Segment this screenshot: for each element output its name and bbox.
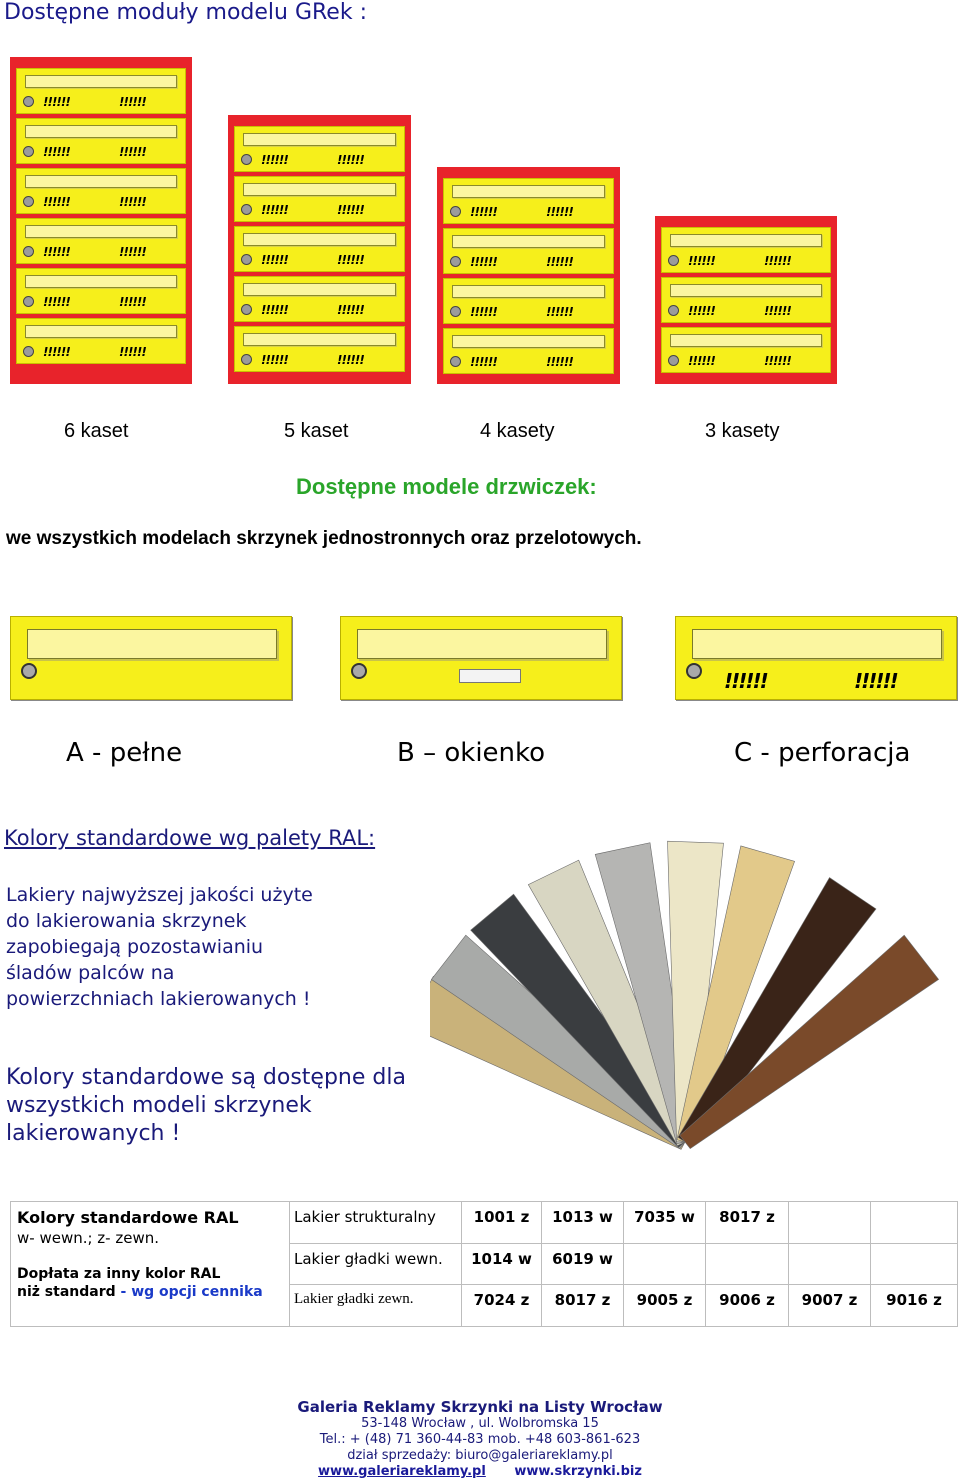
lock-icon xyxy=(450,306,461,317)
letter-slot xyxy=(243,283,396,296)
cassette xyxy=(16,168,186,214)
perforation-mark: !!!!!! xyxy=(43,245,70,259)
perforation-mark: !!!!!! xyxy=(119,145,146,159)
door-model-full xyxy=(10,616,292,700)
cassette xyxy=(443,278,614,324)
perforation-mark: !!!!!! xyxy=(764,304,791,318)
page-title: Dostępne moduły modelu GRek : xyxy=(4,0,367,25)
letter-slot xyxy=(452,285,605,298)
letter-slot xyxy=(670,284,822,297)
lock-icon xyxy=(686,663,702,679)
perforation-mark: !!!!!! xyxy=(724,669,767,693)
surcharge-text-c: wg opcji cennika xyxy=(131,1284,263,1300)
perforation-mark: !!!!!! xyxy=(337,253,364,267)
perforation-mark: !!!!!! xyxy=(470,355,497,369)
ral-description: Lakiery najwyższej jakości użyte do lakierowania skrzynek zapobiegają pozostawianiu śladów palców na powierzchniach lakierowanych ! xyxy=(6,884,313,1010)
footer-sales-email: dział sprzedaży: biuro@galeriareklamy.pl xyxy=(347,1448,613,1463)
ral-table-info xyxy=(11,1202,290,1327)
cassette xyxy=(16,118,186,164)
cassette xyxy=(661,227,831,273)
ral-code xyxy=(789,1202,871,1244)
unit-label-6: 6 kaset xyxy=(64,420,129,442)
perforation-mark: !!!!!! xyxy=(688,304,715,318)
lock-icon xyxy=(23,196,34,207)
cassette xyxy=(234,226,405,272)
perforation-mark: !!!!!! xyxy=(119,295,146,309)
lock-icon xyxy=(21,663,37,679)
letter-slot xyxy=(25,175,177,188)
letter-slot xyxy=(670,334,822,347)
ral-color-table xyxy=(10,1201,958,1327)
ral-code: 9005 z xyxy=(624,1285,706,1327)
ral-code: 6019 w xyxy=(542,1243,624,1285)
ral-color-fan-image xyxy=(430,820,955,1160)
lock-icon xyxy=(351,663,367,679)
row-label: Lakier strukturalny xyxy=(290,1202,462,1244)
cassette xyxy=(234,126,405,172)
lock-icon xyxy=(668,255,679,266)
cassette xyxy=(16,218,186,264)
perforation-mark: !!!!!! xyxy=(546,205,573,219)
letter-slot xyxy=(25,325,177,338)
lock-icon xyxy=(450,206,461,217)
ral-code xyxy=(624,1243,706,1285)
lock-icon xyxy=(23,246,34,257)
surcharge-text-b: niż standard xyxy=(17,1284,116,1300)
cassette-stack xyxy=(16,64,186,377)
door-label-a: A - pełne xyxy=(66,738,183,768)
cassette xyxy=(16,68,186,114)
cassette xyxy=(234,326,405,372)
perforation-mark: !!!!!! xyxy=(261,303,288,317)
surcharge-text-a: Dopłata za inny kolor RAL xyxy=(17,1266,221,1282)
perforation-mark: !!!!!! xyxy=(688,354,715,368)
door-model-perforation xyxy=(675,616,957,700)
mailbox-module-6 xyxy=(10,57,192,384)
lock-icon xyxy=(241,154,252,165)
letter-slot xyxy=(25,275,177,288)
door-label-b: B – okienko xyxy=(397,738,546,768)
ral-code: 9006 z xyxy=(706,1285,789,1327)
door-model-window xyxy=(340,616,622,700)
lock-icon xyxy=(23,346,34,357)
cassette xyxy=(661,327,831,373)
perforation-mark: !!!!!! xyxy=(119,345,146,359)
lock-icon xyxy=(23,96,34,107)
perforation-mark: !!!!!! xyxy=(261,153,288,167)
letter-slot xyxy=(452,185,605,198)
doors-subheading: we wszystkich modelach skrzynek jednostronnych oraz przelotowych. xyxy=(6,528,642,549)
letter-slot xyxy=(243,183,396,196)
lock-icon xyxy=(450,356,461,367)
ral-table-header: Kolory standardowe RAL xyxy=(17,1208,239,1227)
ral-code xyxy=(706,1243,789,1285)
perforation-mark: !!!!!! xyxy=(470,205,497,219)
cassette-stack xyxy=(443,174,614,377)
mailbox-module-4 xyxy=(437,167,620,384)
letter-slot xyxy=(452,235,605,248)
ral-code: 7024 z xyxy=(462,1285,542,1327)
cassette-stack xyxy=(234,122,405,377)
footer-address: 53-148 Wrocław , ul. Wolbromska 15 xyxy=(361,1416,599,1431)
row-label: Lakier gładki wewn. xyxy=(290,1243,462,1285)
letter-slot xyxy=(670,234,822,247)
perforation-mark: !!!!!! xyxy=(43,145,70,159)
door-label-c: C - perforacja xyxy=(734,738,911,768)
row-label: Lakier gładki zewn. xyxy=(290,1285,462,1327)
mailbox-module-5 xyxy=(228,115,411,384)
ral-code: 8017 z xyxy=(542,1285,624,1327)
cassette xyxy=(234,176,405,222)
perforation-mark: !!!!!! xyxy=(261,253,288,267)
letter-slot xyxy=(243,233,396,246)
perforation-mark: !!!!!! xyxy=(764,354,791,368)
letter-slot xyxy=(25,75,177,88)
perforation-mark: !!!!!! xyxy=(43,345,70,359)
letter-slot xyxy=(243,333,396,346)
window-opening xyxy=(459,669,521,683)
cassette xyxy=(443,228,614,274)
letter-slot xyxy=(243,133,396,146)
ral-availability-note: Kolory standardowe są dostępne dla wszystkich modeli skrzynek lakierowanych ! xyxy=(6,1065,406,1146)
perforation-mark: !!!!!! xyxy=(546,305,573,319)
lock-icon xyxy=(241,204,252,215)
cassette xyxy=(443,178,614,224)
cassette-stack xyxy=(661,223,831,377)
perforation-mark: !!!!!! xyxy=(43,95,70,109)
cassette xyxy=(234,276,405,322)
footer-company: Galeria Reklamy Skrzynki na Listy Wrocław xyxy=(297,1398,663,1416)
footer-link-galeriareklamy[interactable]: www.galeriareklamy.pl xyxy=(318,1464,486,1479)
ral-code: 1013 w xyxy=(542,1202,624,1244)
perforation-mark: !!!!!! xyxy=(119,245,146,259)
ral-code xyxy=(871,1202,958,1244)
ral-table-legend: w- wewn.; z- zewn. xyxy=(17,1229,160,1247)
lock-icon xyxy=(668,355,679,366)
cassette xyxy=(661,277,831,323)
ral-code xyxy=(871,1243,958,1285)
footer-link-skrzynki[interactable]: www.skrzynki.biz xyxy=(514,1464,642,1479)
perforation-mark: !!!!!! xyxy=(546,355,573,369)
letter-slot xyxy=(452,335,605,348)
footer-phone: Tel.: + (48) 71 360-44-83 mob. +48 603-861-623 xyxy=(319,1432,641,1447)
lock-icon xyxy=(23,146,34,157)
lock-icon xyxy=(668,305,679,316)
cassette xyxy=(443,328,614,374)
perforation-mark: !!!!!! xyxy=(337,153,364,167)
letter-slot xyxy=(25,225,177,238)
surcharge-note xyxy=(17,1265,283,1301)
perforation-mark: !!!!!! xyxy=(119,195,146,209)
lock-icon xyxy=(241,254,252,265)
lock-icon xyxy=(23,296,34,307)
unit-label-5: 5 kaset xyxy=(284,420,349,442)
doors-heading: Dostępne modele drzwiczek: xyxy=(296,474,597,499)
perforation-mark: !!!!!! xyxy=(337,203,364,217)
perforation-mark: !!!!!! xyxy=(470,305,497,319)
unit-label-3: 3 kasety xyxy=(705,420,780,442)
ral-code: 9016 z xyxy=(871,1285,958,1327)
perforation-mark: !!!!!! xyxy=(337,303,364,317)
ral-code: 1001 z xyxy=(462,1202,542,1244)
perforation-mark: !!!!!! xyxy=(470,255,497,269)
perforation-mark: !!!!!! xyxy=(261,203,288,217)
perforation-mark: !!!!!! xyxy=(546,255,573,269)
ral-heading: Kolory standardowe wg palety RAL: xyxy=(4,826,376,850)
ral-code xyxy=(789,1243,871,1285)
perforation-mark: !!!!!! xyxy=(854,669,897,693)
mailbox-module-3 xyxy=(655,216,837,384)
perforation-mark: !!!!!! xyxy=(119,95,146,109)
surcharge-dash: - xyxy=(120,1284,127,1300)
letter-slot xyxy=(27,629,277,659)
cassette xyxy=(16,268,186,314)
letter-slot xyxy=(357,629,607,659)
perforation-mark: !!!!!! xyxy=(43,295,70,309)
lock-icon xyxy=(241,354,252,365)
lock-icon xyxy=(241,304,252,315)
unit-label-4: 4 kasety xyxy=(480,420,555,442)
perforation-mark: !!!!!! xyxy=(764,254,791,268)
cassette xyxy=(16,318,186,364)
footer xyxy=(0,1398,960,1479)
perforation-mark: !!!!!! xyxy=(337,353,364,367)
lock-icon xyxy=(450,256,461,267)
ral-code: 1014 w xyxy=(462,1243,542,1285)
letter-slot xyxy=(25,125,177,138)
perforation-mark: !!!!!! xyxy=(688,254,715,268)
ral-code: 7035 w xyxy=(624,1202,706,1244)
ral-code: 8017 z xyxy=(706,1202,789,1244)
perforation-mark: !!!!!! xyxy=(43,195,70,209)
letter-slot xyxy=(692,629,942,659)
ral-code: 9007 z xyxy=(789,1285,871,1327)
perforation-mark: !!!!!! xyxy=(261,353,288,367)
